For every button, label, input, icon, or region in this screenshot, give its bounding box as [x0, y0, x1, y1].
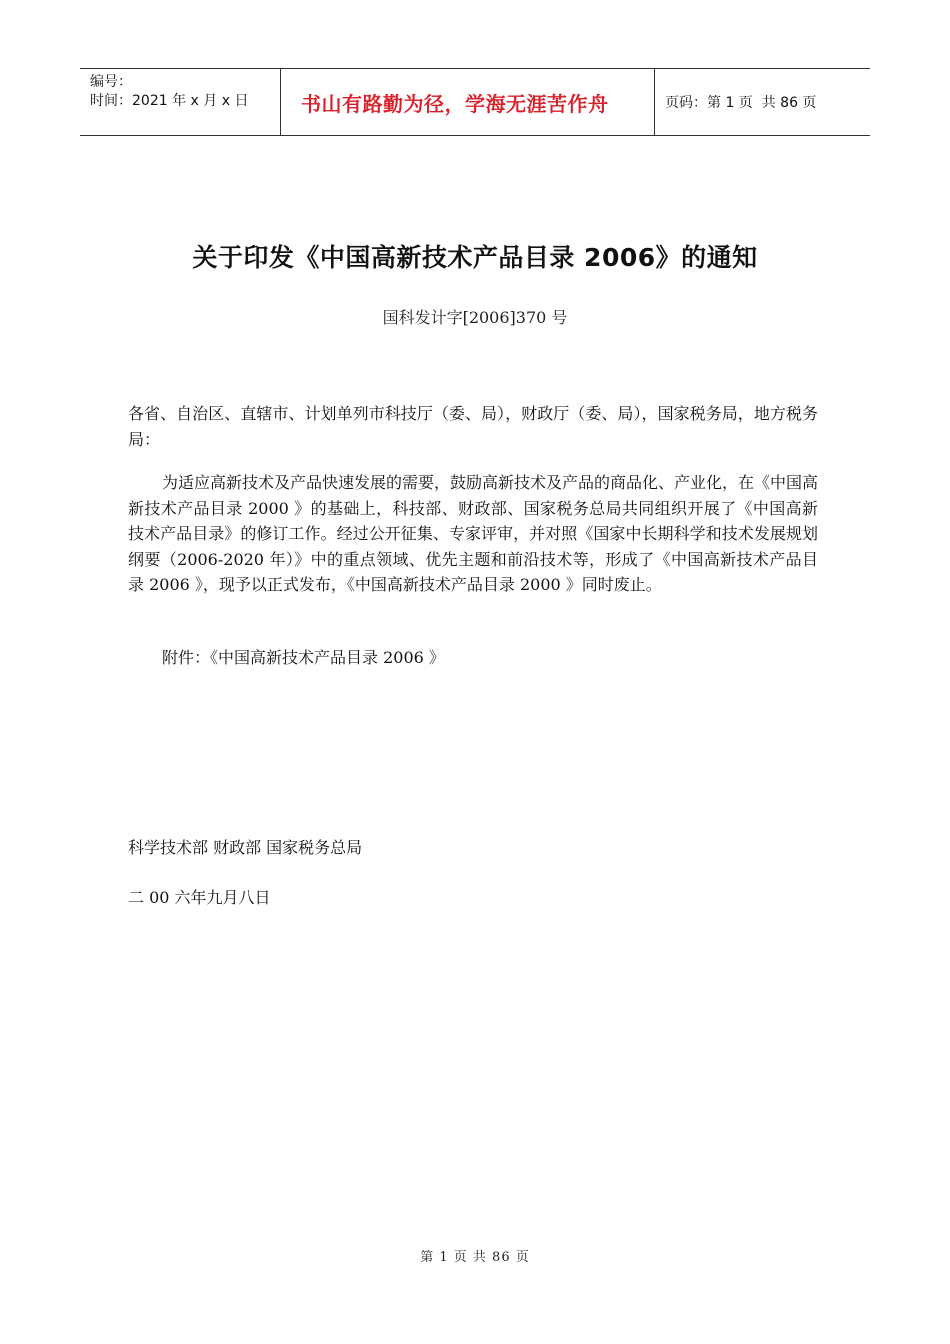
page-info: 页码：第 1 页 共 86 页	[665, 95, 817, 111]
header-meta-cell	[80, 69, 281, 135]
page-footer: 第 1 页 共 86 页	[420, 1250, 530, 1265]
issue-date: 二 00 六年九月八日	[128, 888, 271, 907]
signers: 科学技术部 财政部 国家税务总局	[128, 838, 363, 857]
document-number: 国科发计字[2006]370 号	[382, 308, 568, 327]
header-table	[80, 68, 870, 136]
time-label: 时间：2021 年 x 月 x 日	[90, 93, 249, 109]
attachment-line: 附件：《中国高新技术产品目录 2006 》	[162, 648, 445, 667]
motto-text: 书山有路勤为径，学海无涯苦作舟	[301, 91, 609, 116]
header-motto-cell	[281, 69, 655, 135]
body-paragraph: 为适应高新技术及产品快速发展的需要，鼓励高新技术及产品的商品化、产业化，在《中国高新技术产品目录 2000 》的基础上，科技部、财政部、国家税务总局共同组织开展了《中国高新技术产品目录》的修订工作。经过公开征集、专家评审，并对照《国家中长期科学和技术发展规划纲要（2006-2020 年）》中的重点领域、优先主题和前沿技术等，形成了《中国高新技术产品目录 2006 》，现予以正式发布，《中国高新技术产品目录 2000 》同时废止。	[128, 473, 819, 594]
header-page-cell	[655, 69, 870, 135]
addressee: 各省、自治区、直辖市、计划单列市科技厅（委、局），财政厅（委、局），国家税务局，地方税务局：	[128, 404, 818, 449]
number-label: 编号：	[90, 74, 132, 90]
document-title: 关于印发《中国高新技术产品目录 2006》的通知	[192, 243, 758, 272]
